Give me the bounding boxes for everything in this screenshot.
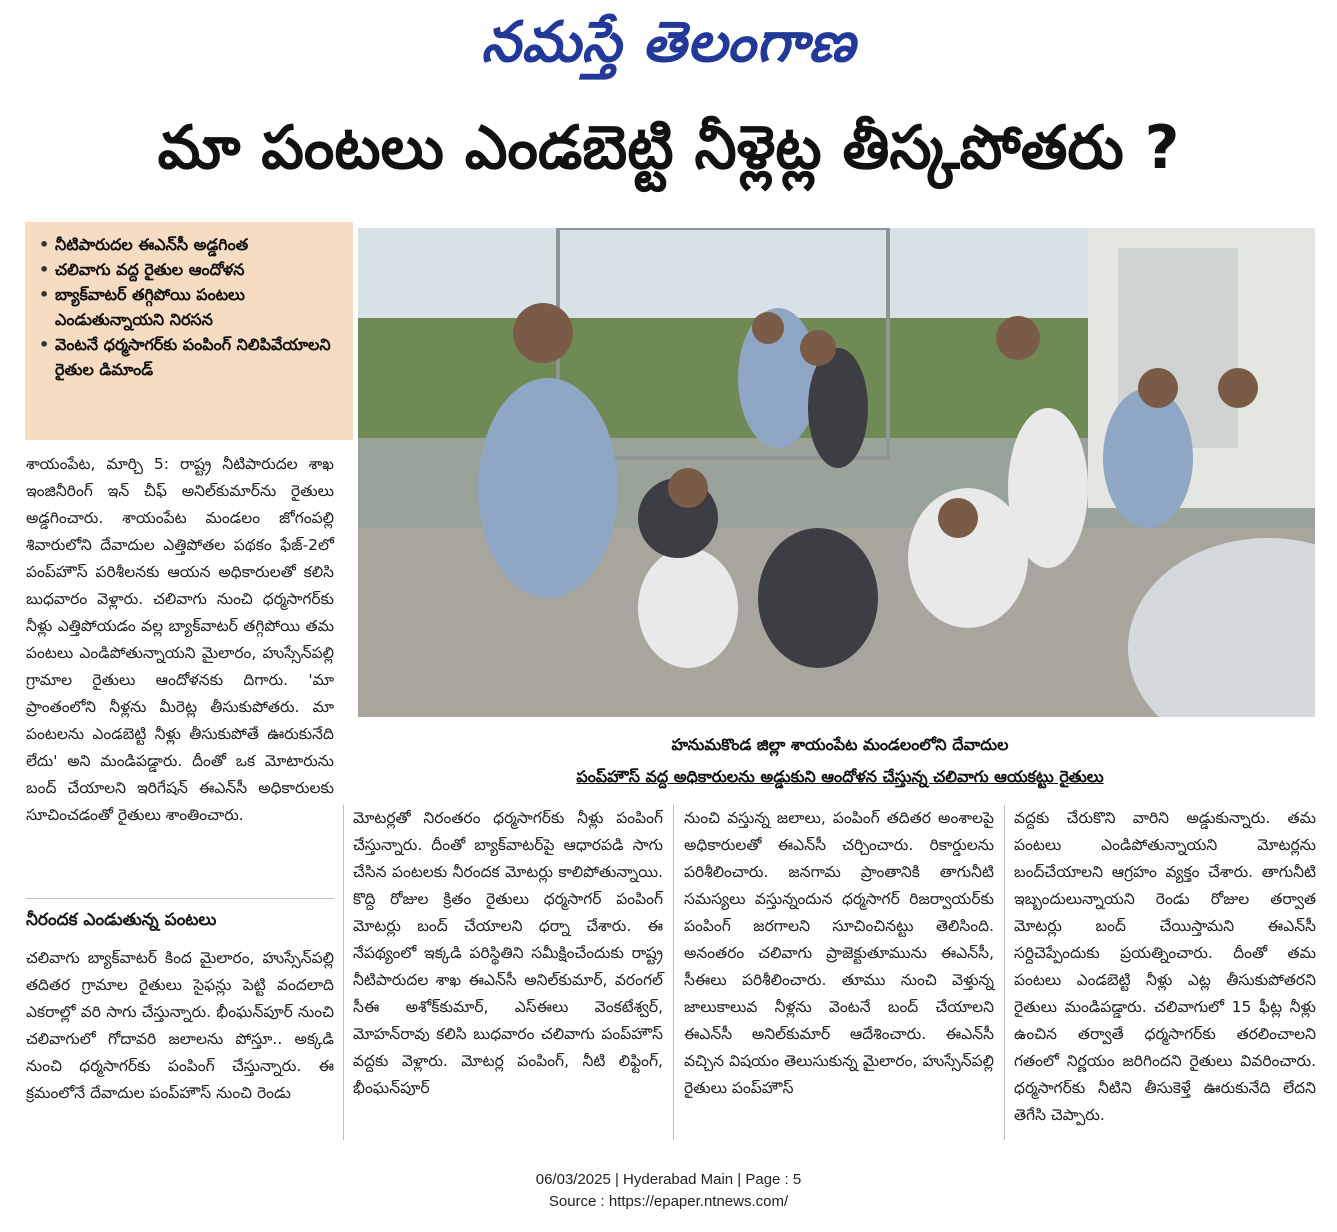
highlight-text: నీటిపారుదల ఈఎన్‌సీ అడ్డగింత	[55, 235, 249, 254]
column-divider	[343, 805, 344, 1140]
footer-edition-info: 06/03/2025 | Hyderabad Main | Page : 5	[535, 1171, 802, 1188]
article-column-1-body	[26, 945, 334, 1107]
article-column-4	[1014, 805, 1316, 1129]
column-divider	[673, 805, 674, 1140]
article-paragraph: నుంచి వస్తున్న జలాలు, పంపింగ్ తదితర అంశాలపై అధికారులతో ఈఎన్‌సీ చర్చించారు. రికార్డులను పరిశీలించారు. జనగామ ప్రాంతానికి తాగునీటి సమస్యలు వస్తున్నందున ధర్మసాగర్ రిజర్వాయర్‌కు పంపింగ్ జరగాలని సూచించినట్టు తెలిసింది. అనంతరం చలివాగు ప్రాజెక్టుతూమును ఈఎన్‌సీ, సీఈలు పరిశీలించారు. తూము నుంచి వెళ్తున్న జాలుకాలువ నీళ్లను వెంటనే బంద్ చేయాలని ఈఎన్‌సీ అనిల్‌కుమార్ ఆదేశించారు. ఈఎన్‌సీ వచ్చిన విషయం తెలుసుకున్న మైలారం, హుస్సేన్‌పల్లి రైతులు పంప్‌హౌస్	[684, 809, 994, 1097]
photo-caption	[500, 729, 1180, 793]
highlight-text: బ్యాక్‌వాటర్ తగ్గిపోయి పంటలు ఎండుతున్నాయని నిరసన	[55, 285, 245, 329]
article-paragraph: చలివాగు బ్యాక్‌వాటర్ కింద మైలారం, హుస్సేన్‌పల్లి తదితర గ్రామాల రైతులు సైఫన్లు పెట్టి వందలాది ఎకరాల్లో వరి సాగు చేస్తున్నారు. భీంఘన్‌పూర్ నుంచి చలివాగులో గోదావరి జలాలను పోస్తూ.. అక్కడి నుంచి ధర్మసాగర్‌కు పంపింగ్ చేస్తున్నారు. ఈ క్రమంలోనే దేవాదుల పంప్‌హౌస్ నుంచి రెండు	[26, 949, 334, 1102]
subheading-divider	[26, 898, 334, 899]
article-column-3	[684, 805, 994, 1102]
highlight-item	[39, 232, 343, 257]
highlights-box	[25, 222, 353, 440]
bullet-icon: •	[39, 335, 50, 354]
article-column-1-lead	[26, 451, 334, 829]
bullet-icon: •	[39, 235, 50, 254]
footer-source: Source : https://epaper.ntnews.com/	[548, 1193, 789, 1210]
bullet-icon: •	[39, 285, 50, 304]
caption-line-2: పంప్‌హౌస్ వద్ద అధికారులను అడ్డుకుని ఆందోళన చేస్తున్న చలివాగు ఆయకట్టు రైతులు	[576, 767, 1104, 786]
highlight-item	[39, 282, 343, 332]
article-headline: మా పంటలు ఎండబెట్టి నీళ్లెట్ల తీస్కపోతరు ?	[157, 113, 1180, 183]
article-column-2	[353, 805, 663, 1102]
article-subheading: నీరందక ఎండుతున్న పంటలు	[26, 910, 217, 930]
article-paragraph: మోటర్లతో నిరంతరం ధర్మసాగర్‌కు నీళ్లు పంపింగ్ చేస్తున్నారు. దీంతో బ్యాక్‌వాటర్‌పై ఆధారపడి సాగు చేసిన పంటలకు నీరందక మోటర్లు కాలిపోతున్నాయి. కొద్ది రోజుల క్రితం రైతులు ధర్మసాగర్ పంపింగ్ మోటర్లు బంద్ చేయాలని ధర్నా చేశారు. ఈ నేపథ్యంలో ఇక్కడి పరిస్థితిని సమీక్షించేందుకు రాష్ట్ర నీటిపారుదల శాఖ ఈఎన్‌సీ అనిల్‌కుమార్, వరంగల్ సీఈ అశోక్‌కుమార్, ఎస్ఈలు వెంకటేశ్వర్, మోహన్‌రావు కలిసి బుధవారం చలివాగు పంప్‌హౌస్ వద్దకు వెళ్లారు. మోటర్ల పంపింగ్, నీటి లిఫ్టింగ్, భీంఘన్‌పూర్	[353, 809, 663, 1097]
news-photo	[358, 228, 1315, 717]
column-divider	[1004, 805, 1005, 1140]
bullet-icon: •	[39, 260, 50, 279]
highlight-text: చలివాగు వద్ద రైతుల ఆందోళన	[55, 260, 245, 279]
newspaper-masthead: నమస్తే తెలంగాణ	[481, 9, 856, 75]
highlight-text: వెంటనే ధర్మసాగర్‌కు పంపింగ్ నిలిపివేయాలని రైతుల డిమాండ్	[55, 335, 331, 379]
highlight-item	[39, 257, 343, 282]
article-paragraph: శాయంపేట, మార్చి 5: రాష్ట్ర నీటిపారుదల శాఖ ఇంజినీరింగ్ ఇన్ చీఫ్ అనిల్‌కుమార్‌ను రైతులు అడ్డగించారు. శాయంపేట మండలం జోగంపల్లి శివారులోని దేవాదుల ఎత్తిపోతల పథకం ఫేజ్-2లో పంప్‌హౌస్ పరిశీలనకు ఆయన అధికారులతో కలిసి బుధవారం వెళ్లారు. చలివాగు నుంచి ధర్మసాగర్‌కు నీళ్లు ఎత్తిపోయడం వల్ల బ్యాక్‌వాటర్ తగ్గిపోయి తమ పంటలు ఎండిపోతున్నాయని మైలారం, హుస్సేన్‌పల్లి గ్రామాల రైతులు ఆందోళనకు దిగారు. 'మా ప్రాంతంలోని నీళ్లను మీరెట్ల తీసుకుపోతరు. మా పంటలను ఎండబెట్టి నీళ్లు తీసుకుపోతే ఊరుకునేది లేదు' అని మండిపడ్డారు. దీంతో ఒక మోటారును బంద్ చేయాలని ఇరిగేషన్ ఈఎన్‌సీ అధికారులకు సూచించడంతో రైతులు శాంతించారు.	[26, 455, 334, 824]
highlight-item	[39, 332, 343, 382]
caption-line-1: హనుమకొండ జిల్లా శాయంపేట మండలంలోని దేవాదుల	[671, 735, 1009, 754]
article-paragraph: వద్దకు చేరుకొని వారిని అడ్డుకున్నారు. తమ పంటలు ఎండిపోతున్నాయని మోటర్లను బంద్‌చేయాలని ఆగ్రహం వ్యక్తం చేశారు. తాగునీటి ఇబ్బందులున్నాయని రెండు రోజుల తర్వాత మోటర్లు బంద్ చేయిస్తామని ఈఎన్‌సీ సర్దిచెప్పేందుకు ప్రయత్నించారు. దీంతో తమ పంటలు ఎండబెట్టి నీళ్లు ఎట్ల తీసుకుపోతరని రైతులు మండిపడ్డారు. చలివాగులో 15 ఫీట్ల నీళ్లు ఉంచిన తర్వాతే ధర్మసాగర్‌కు తరలించాలని గతంలో నిర్ణయం జరిగిందని రైతులు వివరించారు. ధర్మసాగర్‌కు నీటిని తీసుకెళ్తే ఊరుకునేది లేదని తెగేసి చెప్పారు.	[1014, 809, 1316, 1124]
